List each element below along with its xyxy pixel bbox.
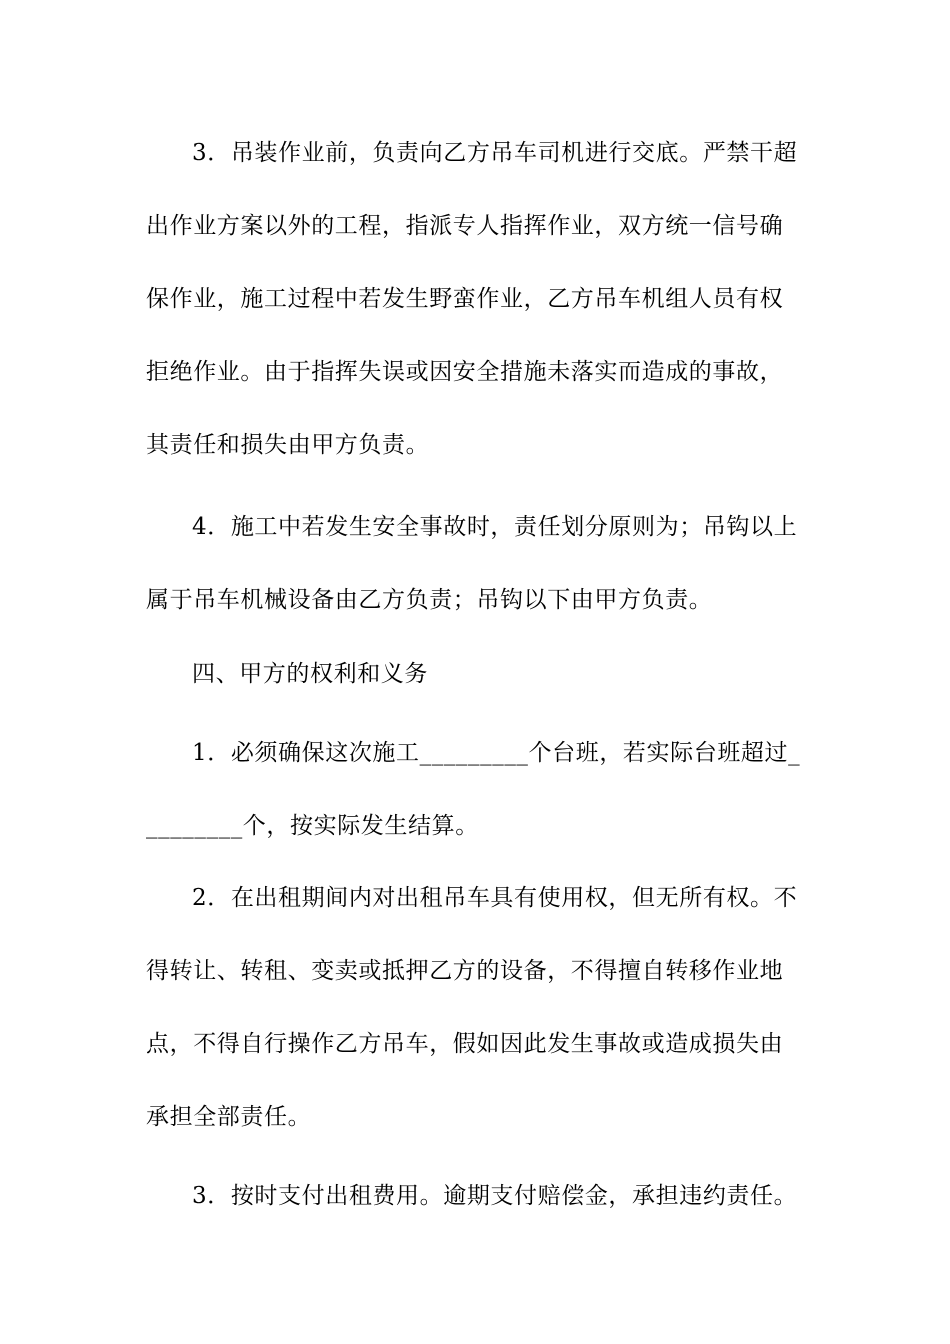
paragraph-4-accident-line-2: 属于吊车机械设备由乙方负责；吊钩以下由甲方负责。 [146,587,713,613]
paragraph-2-rental-line-3: 点，不得自行操作乙方吊车，假如因此发生事故或造成损失由 [146,1031,784,1057]
paragraph-2-rental-line-1: 2．在出租期间内对出租吊车具有使用权，但无所有权。不 [192,885,798,911]
paragraph-3-lifting-line-2: 出作业方案以外的工程，指派专人指挥作业，双方统一信号确 [146,213,784,239]
section-heading: 四、甲方的权利和义务 [192,661,428,687]
paragraph-3-lifting-line-5: 其责任和损失由甲方负责。 [146,432,430,458]
paragraph-1-shifts-line-2: ________个，按实际发生结算。 [146,813,479,839]
paragraph-3-lifting-line-3: 保作业，施工过程中若发生野蛮作业，乙方吊车机组人员有权 [146,286,784,312]
paragraph-1-shifts-line-1: 1．必须确保这次施工_________个台班，若实际台班超过_ [192,740,801,766]
paragraph-2-rental-line-2: 得转让、转租、变卖或抵押乙方的设备，不得擅自转移作业地 [146,958,784,984]
paragraph-4-accident-line-1: 4．施工中若发生安全事故时，责任划分原则为；吊钩以上 [192,514,798,540]
paragraph-3-lifting-line-4: 拒绝作业。由于指挥失误或因安全措施未落实而造成的事故， [146,359,784,385]
paragraph-3-payment-line-1: 3．按时支付出租费用。逾期支付赔偿金，承担违约责任。 [192,1183,798,1209]
paragraph-2-rental-line-4: 承担全部责任。 [146,1104,312,1130]
paragraph-3-lifting-line-1: 3．吊装作业前，负责向乙方吊车司机进行交底。严禁干超 [192,140,798,166]
